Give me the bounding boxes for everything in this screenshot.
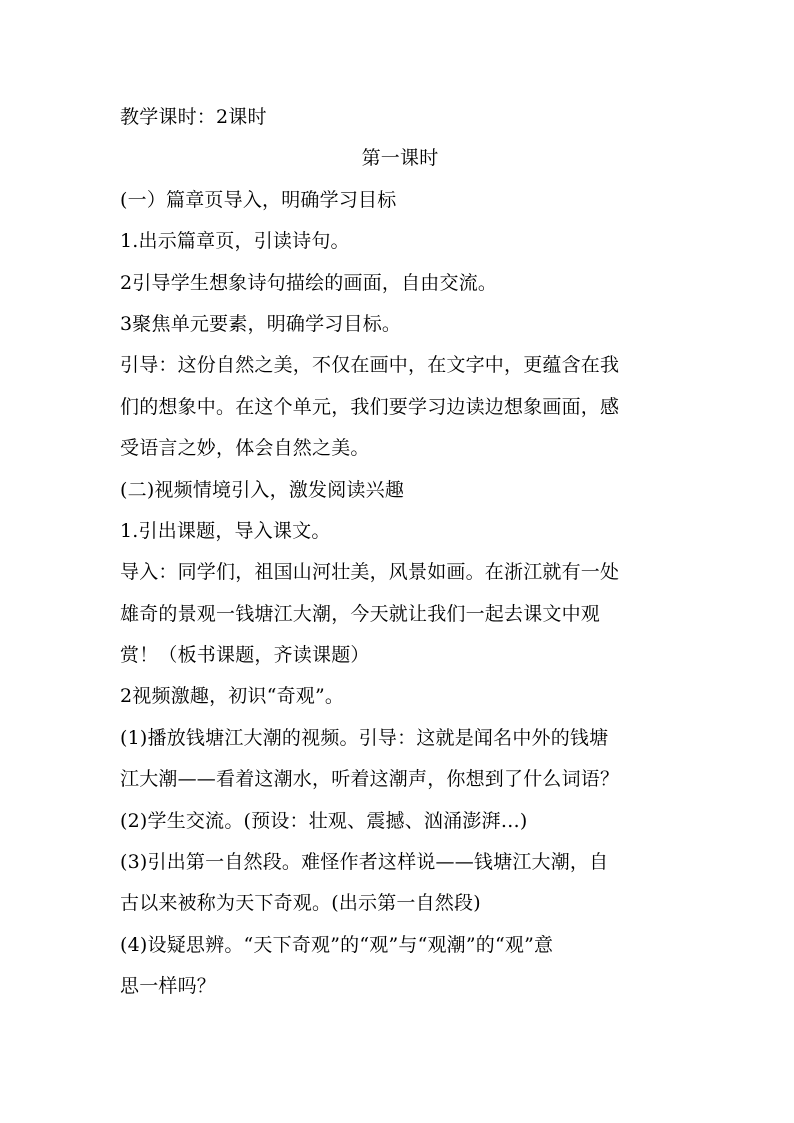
paragraph-line: (1)播放钱塘江大潮的视频。引导：这就是闻名中外的钱塘 — [120, 726, 609, 749]
paragraph-line: (4)设疑思辨。“天下奇观”的“观”与“观潮”的“观”意 — [120, 933, 554, 956]
paragraph-line: 雄奇的景观一钱塘江大潮，今天就让我们一起去课文中观 — [120, 602, 601, 625]
paragraph-line: (2)学生交流。(预设：壮观、震撼、汹涌澎湃…) — [120, 809, 528, 832]
paragraph-line: 古以来被称为天下奇观。(出示第一自然段) — [120, 892, 481, 915]
section-heading-first-lesson: 第一课时 — [361, 147, 439, 170]
paragraph-line: 1.引出课题，导入课文。 — [120, 519, 331, 542]
paragraph-line: 2引导学生想象诗句描绘的画面，自由交流。 — [120, 271, 498, 294]
paragraph-line: 思一样吗？ — [120, 975, 217, 998]
paragraph-line: 们的想象中。在这个单元，我们要学习边读边想象画面，感 — [120, 395, 620, 418]
document-body — [120, 97, 680, 1008]
paragraph-line: 受语言之妙，体会自然之美。 — [120, 437, 370, 460]
paragraph-line: 2视频激趣，初识“奇观”。 — [120, 685, 345, 708]
paragraph-line: 3聚焦单元要素，明确学习目标。 — [120, 312, 402, 335]
paragraph-line: 赏！（板书课题，齐读课题） — [120, 644, 370, 667]
paragraph-line: 1.出示篇章页，引读诗句。 — [120, 230, 350, 253]
paragraph-line: 导入：同学们，祖国山河壮美，风景如画。在浙江就有一处 — [120, 561, 620, 584]
paragraph-line: 引导：这份自然之美，不仅在画中，在文字中，更蕴含在我 — [120, 354, 620, 377]
paragraph-line: 江大潮——看着这潮水，听着这潮声，你想到了什么词语？ — [120, 768, 620, 791]
lesson-hours-line: 教学课时：2课时 — [120, 106, 267, 128]
section-heading-part-two: (二)视频情境引入，激发阅读兴趣 — [120, 478, 405, 501]
section-heading-part-one: (一）篇章页导入，明确学习目标 — [120, 188, 397, 211]
paragraph-line: (3)引出第一自然段。难怪作者这样说——钱塘江大潮，自 — [120, 851, 609, 874]
